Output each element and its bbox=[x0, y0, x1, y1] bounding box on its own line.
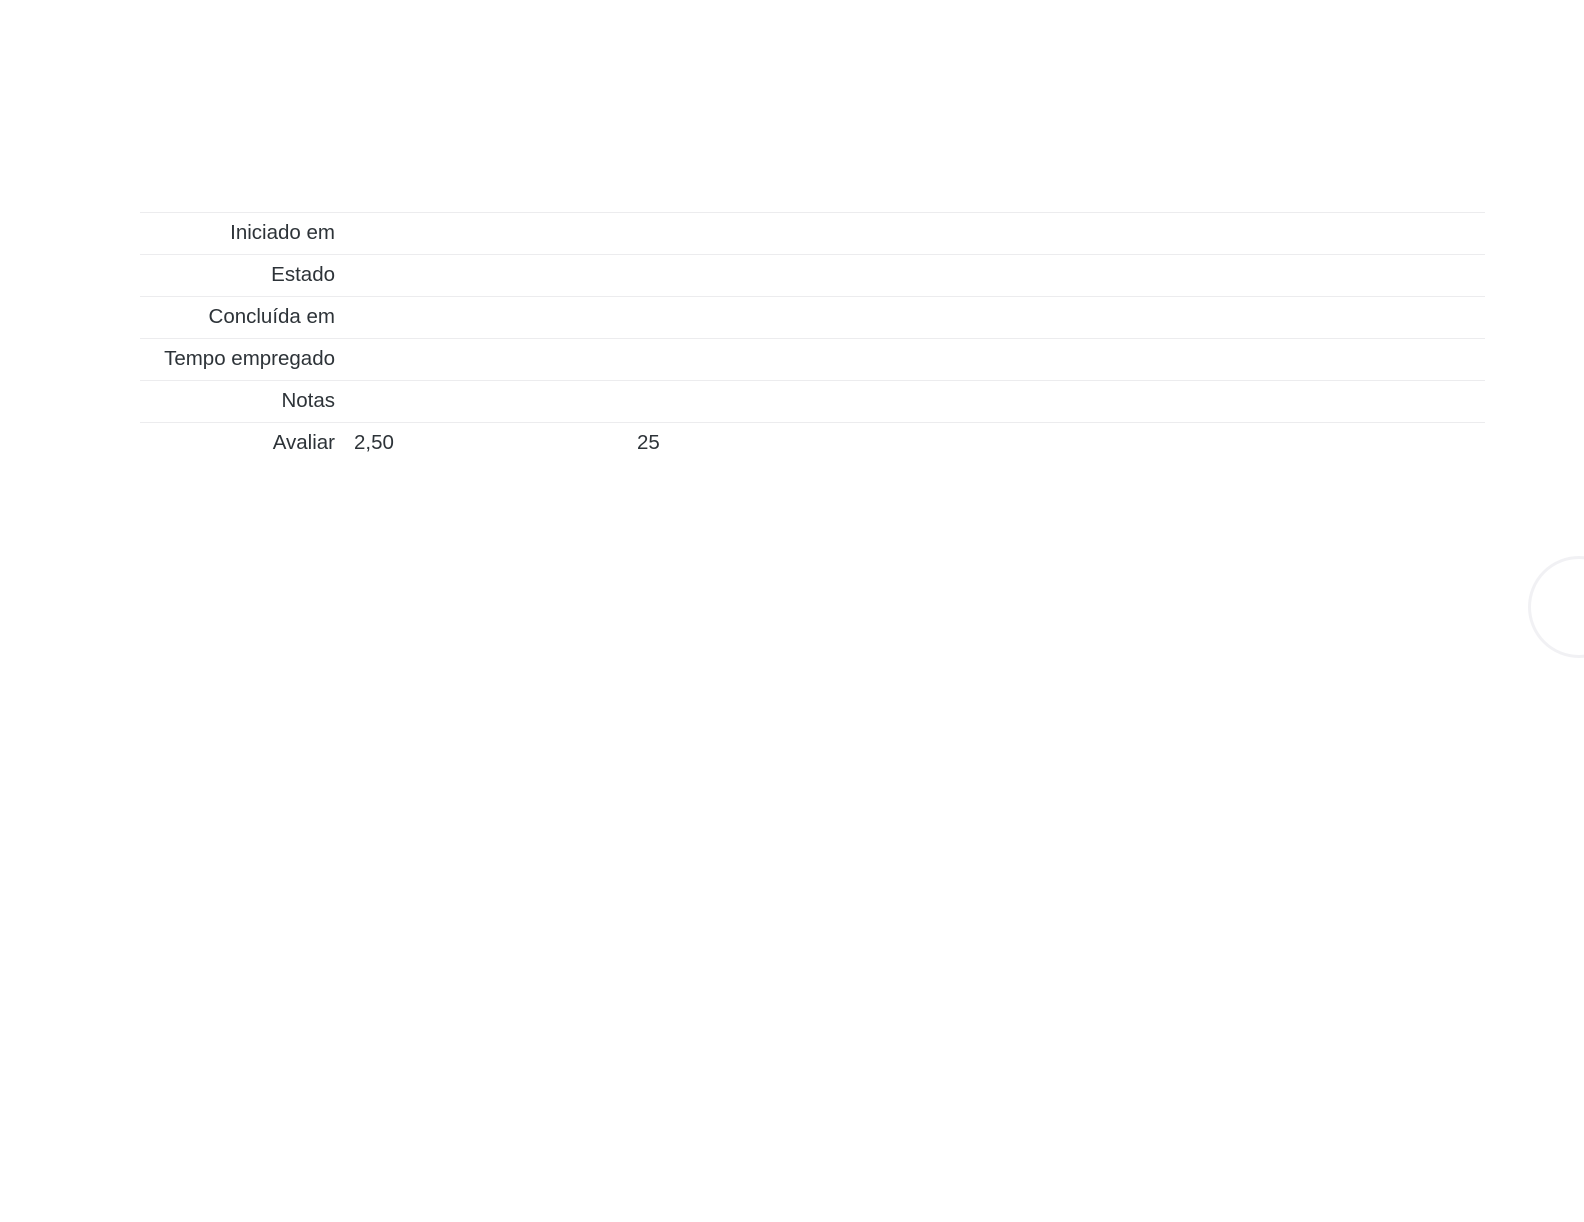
row-value-text bbox=[347, 218, 1485, 248]
grade-maximum-value: 25 bbox=[637, 431, 660, 454]
grade-obtained-value: 2,50 bbox=[354, 431, 394, 454]
grade-cell bbox=[347, 428, 1485, 458]
row-label-concluida-em: Concluída em bbox=[208, 305, 335, 328]
row-label-notas: Notas bbox=[281, 389, 335, 412]
row-value-concluida-em bbox=[347, 297, 1485, 339]
row-label-avaliar: Avaliar bbox=[272, 431, 335, 454]
row-value-avaliar bbox=[347, 423, 1485, 465]
table-row bbox=[140, 297, 1485, 339]
row-value-estado bbox=[347, 255, 1485, 297]
row-value-notas bbox=[347, 381, 1485, 423]
attempt-summary-table bbox=[140, 212, 1485, 464]
table-row bbox=[140, 255, 1485, 297]
decorative-arc bbox=[1528, 556, 1584, 658]
row-label-tempo-empregado: Tempo empregado bbox=[164, 347, 335, 370]
row-value-text bbox=[347, 260, 1485, 290]
row-label-estado: Estado bbox=[271, 263, 335, 286]
row-value-text bbox=[347, 344, 1485, 374]
row-value-iniciado-em bbox=[347, 213, 1485, 255]
table-row bbox=[140, 339, 1485, 381]
table-row-grade bbox=[140, 423, 1485, 465]
table-row bbox=[140, 381, 1485, 423]
row-value-tempo-empregado bbox=[347, 339, 1485, 381]
row-value-text bbox=[347, 386, 1485, 416]
row-label-iniciado-em: Iniciado em bbox=[230, 221, 335, 244]
table-row bbox=[140, 213, 1485, 255]
attempt-summary-body bbox=[140, 213, 1485, 465]
row-value-text bbox=[347, 302, 1485, 332]
